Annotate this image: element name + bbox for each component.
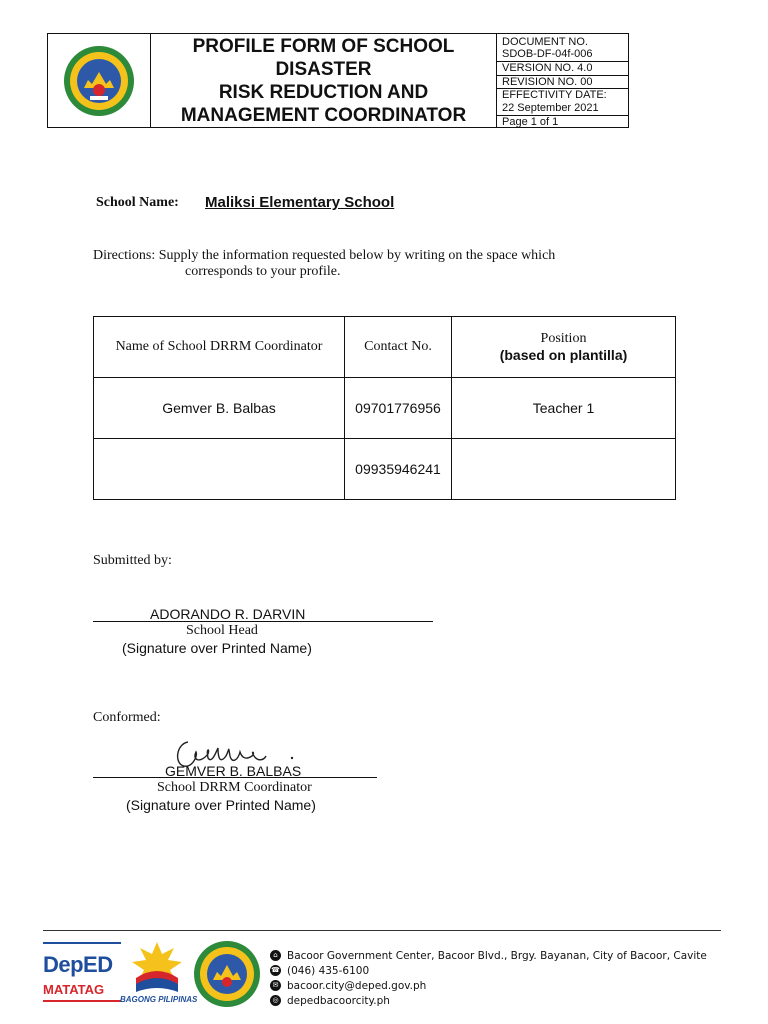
footer-contacts: [270, 948, 707, 1008]
form-title: [151, 34, 497, 127]
address-text: Bacoor Government Center, Bacoor Blvd., Brgy. Bayanan, City of Bacoor, Cavite: [287, 949, 707, 962]
web-text: depedbacoorcity.ph: [287, 994, 390, 1007]
revision-no: REVISION NO. 00: [502, 76, 593, 88]
submitted-by-label: Submitted by:: [93, 553, 172, 568]
bagong-pilipinas-logo: [120, 938, 198, 1010]
submitted-role: School Head: [186, 623, 258, 638]
effectivity-value: 22 September 2021: [502, 102, 599, 114]
row1-position: Teacher 1: [532, 400, 595, 416]
row1-name: Gemver B. Balbas: [162, 400, 276, 416]
row2-name: [94, 439, 344, 499]
submitted-note: (Signature over Printed Name): [122, 640, 312, 656]
row1-contact: 09701776956: [355, 400, 441, 416]
title-line: PROFILE FORM OF SCHOOL: [192, 35, 455, 57]
directions-line-2: corresponds to your profile.: [185, 264, 341, 279]
globe-icon: ◎: [270, 995, 281, 1006]
footer-seal-icon: [193, 940, 261, 1008]
school-name-value: Maliksi Elementary School: [205, 194, 395, 211]
deped-matatag-logo: [43, 942, 121, 1008]
conformed-note: (Signature over Printed Name): [126, 797, 316, 813]
contact-phone: [270, 963, 707, 978]
title-line: DISASTER: [275, 58, 372, 80]
conformed-role: School DRRM Coordinator: [157, 780, 312, 795]
page-number: Page 1 of 1: [502, 116, 559, 128]
row2-contact: 09935946241: [355, 461, 441, 477]
matatag-wordmark: MATATAG: [43, 982, 105, 997]
contact-email: [270, 978, 707, 993]
bagong-pilipinas-text: BAGONG PILIPINAS: [120, 995, 198, 1004]
header-position: [452, 317, 675, 377]
home-icon: ⌂: [270, 950, 281, 961]
submitted-name: ADORANDO R. DARVIN: [150, 606, 306, 622]
conformed-name: GEMVER B. BALBAS: [165, 763, 302, 779]
conformed-label: Conformed:: [93, 710, 161, 725]
header-name: Name of School DRRM Coordinator: [115, 339, 323, 354]
phone-icon: ☎: [271, 966, 280, 974]
header-contact: Contact No.: [364, 339, 432, 354]
document-meta: [497, 34, 628, 127]
submitted-signature-line: [93, 621, 433, 622]
conformed-signature-line: [93, 777, 377, 778]
title-line: MANAGEMENT COORDINATOR: [180, 104, 467, 126]
effectivity-label: EFFECTIVITY DATE:: [502, 89, 607, 101]
header-logo-cell: [48, 34, 151, 127]
coordinator-table: [93, 316, 676, 500]
email-icon: ✉: [270, 980, 281, 991]
header-position-line2: (based on plantilla): [499, 347, 628, 363]
doc-no-value: SDOB-DF-04f-006: [502, 48, 593, 60]
deped-wordmark: DepED: [43, 952, 113, 977]
row2-position: [452, 439, 675, 499]
division-seal-icon: [60, 44, 138, 118]
header-position-line1: Position: [540, 331, 587, 346]
version-no: VERSION NO. 4.0: [502, 62, 593, 74]
document-header: [47, 33, 629, 128]
contact-address: [270, 948, 707, 963]
school-name-label: School Name:: [96, 195, 179, 210]
title-line: RISK REDUCTION AND: [218, 81, 429, 103]
contact-web: [270, 993, 707, 1008]
email-text: bacoor.city@deped.gov.ph: [287, 979, 427, 992]
directions-line-1: Directions: Supply the information requested below by writing on the space which: [93, 248, 556, 263]
bagong-pilipinas-icon: [124, 938, 190, 994]
doc-no-label: DOCUMENT NO.: [502, 36, 588, 48]
phone-text: (046) 435-6100: [287, 964, 370, 977]
footer-divider: [43, 930, 721, 931]
